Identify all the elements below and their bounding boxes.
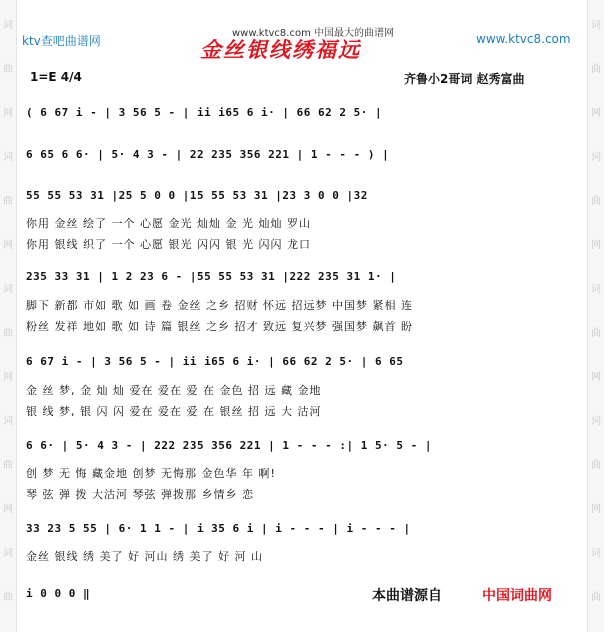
watermark-char: 网 <box>3 240 13 251</box>
watermark-char: 曲 <box>591 196 601 207</box>
score-line-6-lyric-2: 琴 弦 弹 拨 大沽河 琴弦 弹拨那 乡情乡 恋 <box>26 488 254 501</box>
site-url-center: www.ktvc8.com 中国最大的曲谱网 <box>232 28 395 39</box>
watermark-char: 曲 <box>3 328 13 339</box>
watermark-char: 词 <box>591 20 601 31</box>
watermark-char: 曲 <box>3 460 13 471</box>
score-line-8-notes: i 0 0 0 ‖ <box>26 587 91 600</box>
watermark-char: 词 <box>591 284 601 295</box>
score-line-3-lyric-1: 你用 金丝 绘了 一个 心愿 金光 灿灿 金 光 灿灿 罗山 <box>26 217 311 230</box>
watermark-char: 网 <box>591 372 601 383</box>
watermark-char: 曲 <box>591 64 601 75</box>
watermark-char: 网 <box>591 504 601 515</box>
watermark-char: 词 <box>3 548 13 559</box>
watermark-char: 曲 <box>3 196 13 207</box>
score-line-5-notes: 6 67 i - | 3 56 5 - | ii i65 6 i· | 66 62 2 5· | 6 65 <box>26 355 404 368</box>
score-line-6-lyric-1: 创 梦 无 悔 藏金地 创梦 无悔那 金色华 年 啊! <box>26 467 276 480</box>
watermark-char: 曲 <box>3 592 13 603</box>
watermark-char: 词 <box>3 20 13 31</box>
footer-source-label: 本曲谱源自 <box>372 588 442 604</box>
key-signature: 1=E 4/4 <box>30 70 82 84</box>
score-line-3-lyric-2: 你用 银线 织了 一个 心愿 银光 闪闪 银 光 闪闪 龙口 <box>26 238 311 251</box>
score-line-4-lyric-2: 粉丝 发祥 地如 歌 如 诗 篇 银丝 之乡 招才 致远 复兴梦 强国梦 飙首 盼 <box>26 320 413 333</box>
score-line-5-lyric-2: 银 线 梦, 银 闪 闪 爱在 爱在 爱 在 银丝 招 远 大 沽河 <box>26 405 322 418</box>
watermark-char: 词 <box>3 152 13 163</box>
watermark-char: 网 <box>591 108 601 119</box>
score-line-5-lyric-1: 金 丝 梦, 金 灿 灿 爱在 爱在 爱 在 金色 招 远 藏 金地 <box>26 384 322 397</box>
watermark-char: 词 <box>591 416 601 427</box>
score-line-4-lyric-1: 脚下 新都 市如 歌 如 画 卷 金丝 之乡 招财 怀远 招远梦 中国梦 紧相 连 <box>26 299 413 312</box>
watermark-char: 网 <box>3 372 13 383</box>
footer-source-brand: 中国词曲网 <box>482 588 552 604</box>
score-line-4-notes: 235 33 31 | 1 2 23 6 - |55 55 53 31 |222 235 31 1· | <box>26 270 397 283</box>
song-credits: 齐鲁小2哥词 赵秀富曲 <box>404 72 525 86</box>
watermark-char: 网 <box>591 240 601 251</box>
score-line-1-notes: ( 6 67 i - | 3 56 5 - | ii i65 6 i· | 66 62 2 5· | <box>26 106 383 119</box>
score-line-2-notes: 6 65 6 6· | 5· 4 3 - | 22 235 356 221 | 1 - - - ) | <box>26 148 390 161</box>
watermark-char: 曲 <box>591 460 601 471</box>
watermark-char: 曲 <box>591 328 601 339</box>
watermark-char: 词 <box>591 152 601 163</box>
watermark-char: 词 <box>591 548 601 559</box>
site-url-right: www.ktvc8.com <box>476 32 571 46</box>
watermark-char: 网 <box>3 504 13 515</box>
watermark-char: 曲 <box>3 64 13 75</box>
score-line-7-lyric-1: 金丝 银线 绣 美了 好 河山 绣 美了 好 河 山 <box>26 550 263 563</box>
watermark-char: 词 <box>3 284 13 295</box>
right-margin-watermark-strip <box>587 0 604 632</box>
score-line-6-notes: 6 6· | 5· 4 3 - | 222 235 356 221 | 1 - - - :| 1 5· 5 - | <box>26 439 432 452</box>
score-line-7-notes: 33 23 5 55 | 6· 1 1 - | i 35 6 i | i - - - | i - - - | <box>26 522 411 535</box>
score-line-3-notes: 55 55 53 31 |25 5 0 0 |15 55 53 31 |23 3 0 0 |32 <box>26 189 368 202</box>
song-title: 金丝银线绣福远 <box>200 37 361 62</box>
left-margin-watermark-strip <box>0 0 17 632</box>
watermark-char: 网 <box>3 108 13 119</box>
site-name-left: ktv查吧曲谱网 <box>22 34 101 48</box>
watermark-char: 词 <box>3 416 13 427</box>
watermark-char: 曲 <box>591 592 601 603</box>
